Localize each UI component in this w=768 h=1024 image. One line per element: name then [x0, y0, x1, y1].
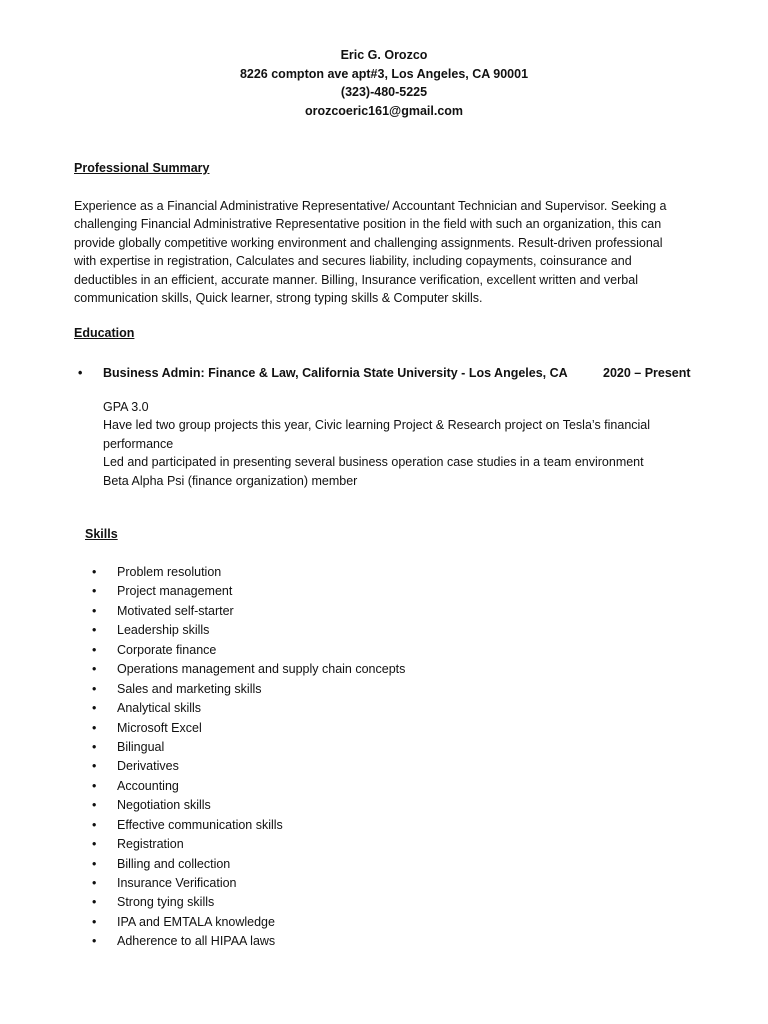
- education-detail-line: Led and participated in presenting several business operation case studies in a team environment: [103, 455, 644, 470]
- bullet-icon: •: [92, 778, 97, 793]
- bullet-icon: •: [92, 837, 97, 852]
- summary-line: provide globally competitive working environment and challenging assignments. Result-driven professional: [74, 235, 663, 250]
- bullet-icon: •: [92, 914, 97, 929]
- bullet-icon: •: [92, 662, 97, 677]
- candidate-email: orozcoeric161@gmail.com: [304, 103, 464, 118]
- bullet-icon: •: [92, 876, 97, 890]
- education-heading: Education: [74, 326, 135, 340]
- skill-label: Microsoft Excel: [117, 720, 202, 735]
- skill-label: Derivatives: [117, 759, 179, 774]
- skill-label: Negotiation skills: [117, 798, 211, 813]
- skill-label: Project management: [117, 584, 233, 599]
- summary-body: [74, 197, 704, 307]
- candidate-address: 8226 compton ave apt#3, Los Angeles, CA 90001: [239, 66, 529, 81]
- bullet-icon: •: [78, 366, 83, 380]
- bullet-icon: •: [92, 817, 97, 832]
- bullet-icon: •: [92, 739, 97, 754]
- skills-heading: Skills: [85, 527, 118, 541]
- skill-label: Billing and collection: [117, 856, 231, 871]
- bullet-icon: •: [92, 642, 97, 657]
- bullet-icon: •: [92, 934, 97, 949]
- bullet-icon: •: [92, 759, 97, 774]
- skill-label: Adherence to all HIPAA laws: [117, 934, 276, 949]
- education-detail-line: Have led two group projects this year, Civic learning Project & Research project on Tesla’s financial: [103, 418, 651, 433]
- skill-label: Corporate finance: [117, 642, 217, 657]
- summary-heading: Professional Summary: [74, 161, 210, 175]
- bullet-icon: •: [92, 603, 97, 618]
- skill-label: Bilingual: [117, 739, 165, 754]
- skill-label: Effective communication skills: [117, 817, 283, 832]
- skill-label: Registration: [117, 837, 184, 852]
- education-details: [103, 398, 703, 490]
- bullet-icon: •: [92, 623, 97, 638]
- bullet-icon: •: [92, 584, 97, 599]
- education-detail-line: GPA 3.0: [103, 400, 149, 414]
- bullet-icon: •: [92, 720, 97, 735]
- bullet-icon: •: [92, 798, 97, 813]
- skill-label: Operations management and supply chain concepts: [117, 662, 406, 677]
- skill-label: Sales and marketing skills: [117, 681, 262, 696]
- bullet-icon: •: [92, 701, 97, 716]
- bullet-icon: •: [92, 565, 97, 579]
- skill-label: Accounting: [117, 778, 179, 793]
- candidate-phone: (323)-480-5225: [340, 85, 428, 100]
- resume-header: [0, 46, 768, 120]
- summary-line: challenging Financial Administrative Representative position in the field with such an organization, this can: [74, 217, 662, 232]
- skill-label: IPA and EMTALA knowledge: [117, 914, 275, 929]
- skill-label: Motivated self-starter: [117, 603, 234, 618]
- bullet-icon: •: [92, 681, 97, 696]
- skill-label: Leadership skills: [117, 623, 210, 638]
- candidate-name: Eric G. Orozco: [340, 48, 428, 62]
- summary-line: with expertise in registration, Calculates and secures liability, including copayments, coinsurance and: [74, 254, 632, 269]
- education-detail-line: Beta Alpha Psi (finance organization) member: [103, 473, 358, 488]
- education-dates: 2020 – Present: [603, 366, 691, 380]
- bullet-icon: •: [92, 856, 97, 871]
- skill-label: Analytical skills: [117, 701, 202, 716]
- summary-line: deductibles in an efficient, accurate manner. Billing, Insurance verification, excellent written and verbal: [74, 272, 638, 287]
- skill-label: Insurance Verification: [117, 876, 237, 890]
- education-degree: Business Admin: Finance & Law, California State University - Los Angeles, CA: [103, 366, 568, 380]
- bullet-icon: •: [92, 895, 97, 910]
- skill-label: Strong tying skills: [117, 895, 215, 910]
- skill-label: Problem resolution: [117, 565, 222, 579]
- education-detail-line: performance: [103, 436, 174, 451]
- summary-line: Experience as a Financial Administrative Representative/ Accountant Technician and Supervisor. Seeking a: [74, 199, 667, 213]
- summary-line: communication skills, Quick learner, strong typing skills & Computer skills.: [74, 291, 483, 306]
